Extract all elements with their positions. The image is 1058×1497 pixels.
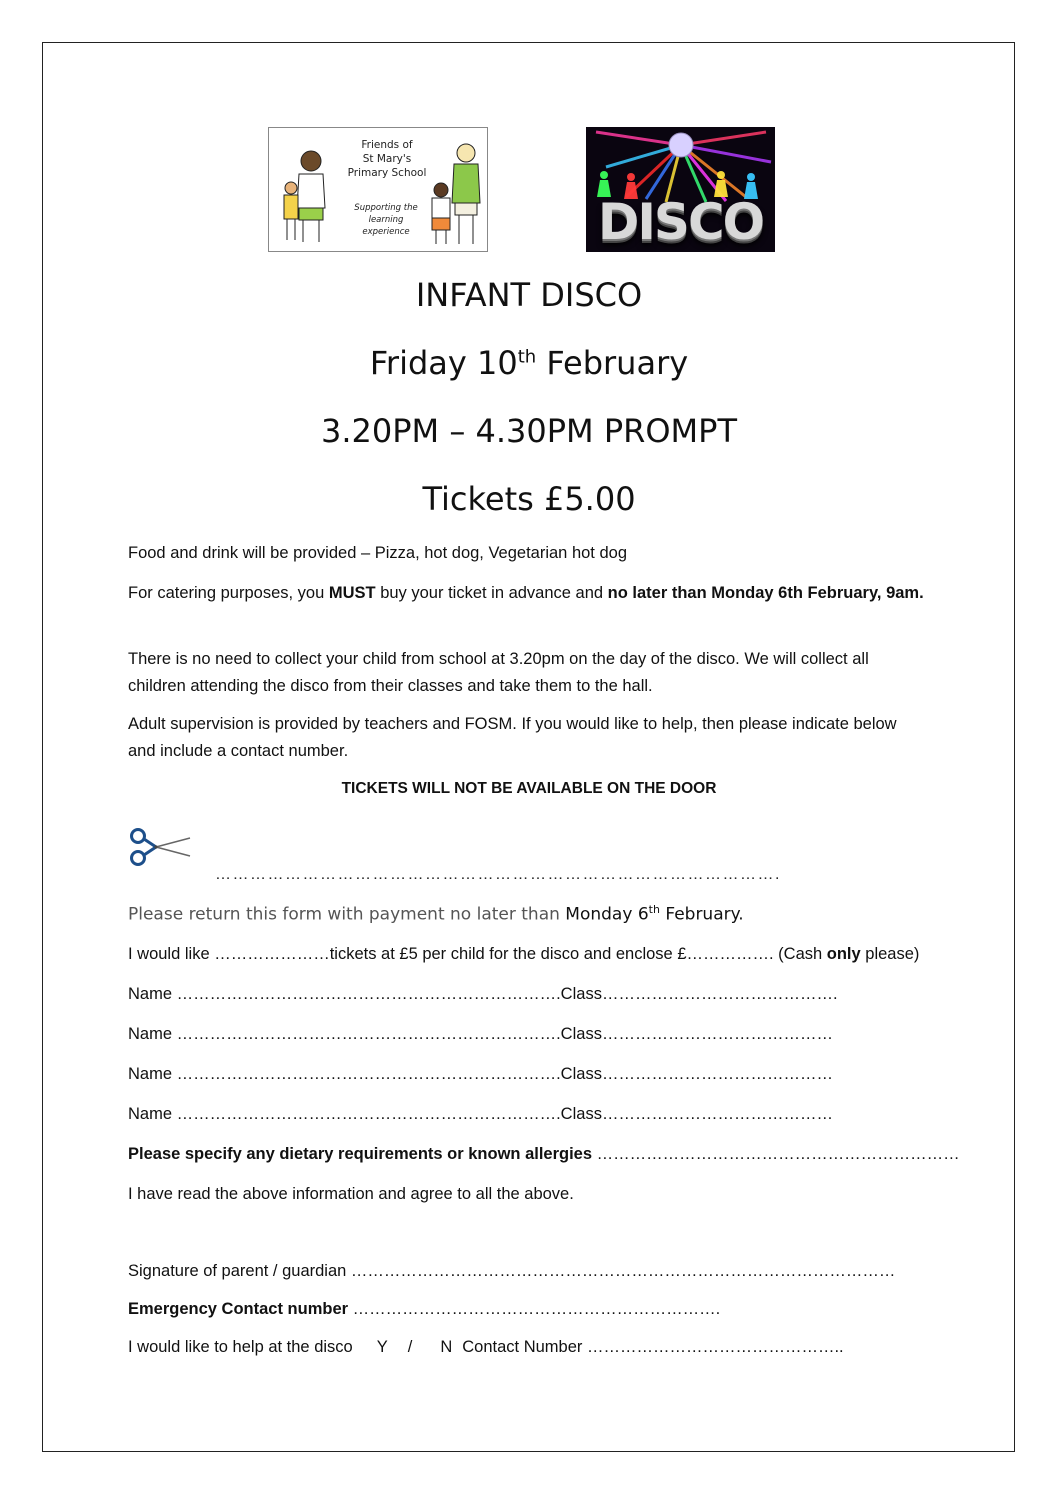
emergency-label: Emergency Contact number (128, 1300, 349, 1318)
name-class-field-4[interactable]: Name …………………………………………………………….Class…………………………………… (128, 1105, 833, 1123)
event-date-month: February (536, 344, 689, 382)
ticket-line-only: only (826, 945, 861, 963)
fosm-logo-line3: Primary School (347, 167, 427, 179)
catering-deadline: no later than Monday 6th February, 9am. (607, 584, 924, 602)
return-deadline-suffix: th (648, 903, 660, 916)
catering-must: MUST (328, 584, 376, 602)
signature-field[interactable]: Signature of parent / guardian ……………………………………………………………………………………… (128, 1262, 896, 1280)
catering-text-b: buy your ticket in advance and (375, 584, 608, 602)
ticket-line-text-a: I would like …………………tickets at £5 per child for the disco and enclose £……………. (Cash (128, 945, 827, 963)
help-no-option[interactable]: N (440, 1338, 453, 1356)
return-instructions (128, 903, 744, 925)
help-separator: / (407, 1338, 413, 1356)
fosm-logo (268, 127, 488, 252)
fosm-tagline1: Supporting the (354, 203, 418, 213)
return-text: Please return this form with payment no later than (128, 904, 566, 925)
return-deadline-month: February. (659, 904, 744, 925)
fosm-tagline2: learning experience (362, 215, 410, 237)
help-yes-option[interactable]: Y (376, 1338, 388, 1356)
help-at-disco-field[interactable] (128, 1338, 844, 1357)
catering-text-a: For catering purposes, you (128, 584, 329, 602)
emergency-dots: …………………………………………………………. (348, 1300, 721, 1318)
fosm-logo-line1: Friends of (361, 139, 413, 151)
ticket-price: Tickets £5.00 (422, 480, 636, 518)
scissors-icon (128, 826, 194, 870)
help-contact-number: Contact Number ……………………………………….. (462, 1338, 844, 1356)
dietary-label: Please specify any dietary requirements or known allergies (128, 1145, 593, 1163)
dietary-requirements-field[interactable] (128, 1145, 960, 1164)
return-deadline-day: Monday 6 (565, 904, 649, 925)
collection-info: There is no need to collect your child from school at 3.20pm on the day of the disco. We will collect all children attending the disco from their classes and take them to the hall. (128, 650, 869, 695)
event-date (0, 344, 1058, 382)
ticket-line-text-b: please) (860, 945, 920, 963)
catering-info (128, 580, 928, 607)
agreement-statement: I have read the above information and agree to all the above. (128, 1185, 574, 1203)
emergency-contact-field[interactable] (128, 1300, 720, 1319)
name-class-field-3[interactable]: Name …………………………………………………………….Class…………………………………… (128, 1065, 833, 1083)
event-date-suffix: th (517, 346, 537, 368)
dietary-dots: ………………………………………………………… (592, 1145, 960, 1163)
help-question: I would like to help at the disco (128, 1338, 353, 1356)
food-info: Food and drink will be provided – Pizza, hot dog, Vegetarian hot dog (128, 544, 627, 562)
ticket-quantity-line[interactable] (128, 945, 919, 964)
disco-logo (586, 127, 775, 252)
supervision-info: Adult supervision is provided by teachers and FOSM. If you would like to help, then please indicate below and include a contact number. (128, 715, 897, 760)
disco-logo-word: DISCO (597, 193, 764, 251)
name-class-field-2[interactable]: Name …………………………………………………………….Class…………………………………… (128, 1025, 833, 1043)
event-time: 3.20PM – 4.30PM PROMPT (321, 412, 737, 450)
fosm-logo-line2: St Mary's (362, 153, 412, 165)
no-door-tickets-notice: TICKETS WILL NOT BE AVAILABLE ON THE DOOR (341, 780, 717, 797)
event-date-day: Friday 10 (369, 344, 518, 382)
event-title: INFANT DISCO (415, 276, 643, 314)
cut-line: ……………………………………………………………………………………. (215, 866, 781, 883)
name-class-field-1[interactable]: Name …………………………………………………………….Class……………………………………. (128, 985, 838, 1003)
